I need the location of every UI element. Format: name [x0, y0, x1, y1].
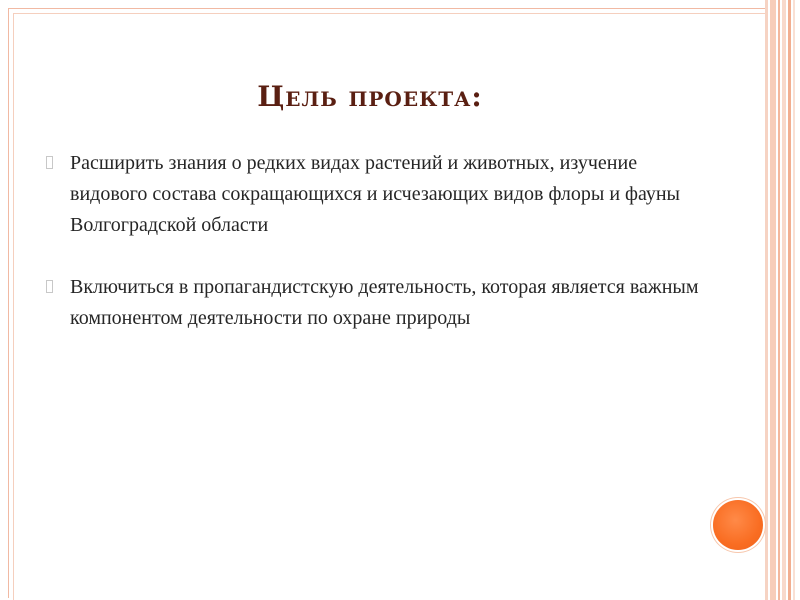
- side-stripe: [782, 0, 786, 600]
- side-stripe: [793, 0, 795, 600]
- bullet-square-icon: [46, 280, 53, 293]
- bullet-square-icon: [46, 156, 53, 169]
- side-stripe: [765, 0, 768, 600]
- orange-circle-icon: [713, 500, 763, 550]
- side-stripe: [778, 0, 780, 600]
- bullet-item: [46, 148, 706, 241]
- bullet-item: [46, 272, 706, 334]
- slide-title: Цель проекта:: [257, 80, 483, 113]
- side-stripe: [770, 0, 776, 600]
- side-stripe: [788, 0, 791, 600]
- slide-content: [46, 148, 706, 365]
- bullet-text: Расширить знания о редких видах растений и животных, изучение видового состава сокращающихся и исчезающих видов флоры и фауны Волгоградской области: [70, 152, 680, 236]
- bullet-text: Включиться в пропагандистскую деятельность, которая является важным компонентом деятельности по охране природы: [70, 276, 699, 329]
